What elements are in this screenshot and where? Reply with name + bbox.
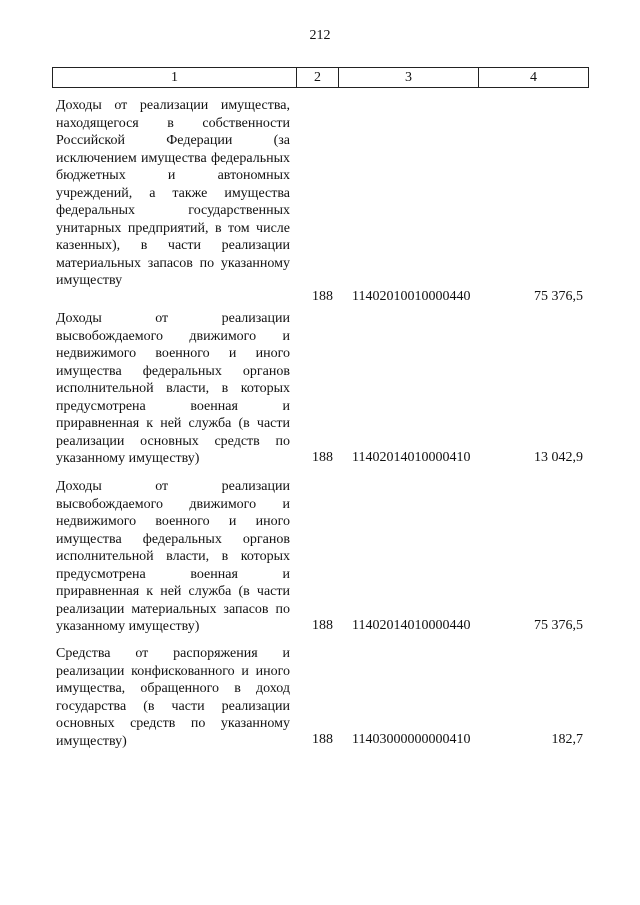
row-description: Доходы от реализации высвобождаемого движимого и недвижимого военного и иного имущества федеральных органов исполнительной власти, в которых предусмотрена военная и приравненная к ней служба (в части реализации материальных запасов по указанному имуществу) bbox=[56, 479, 290, 634]
table-header bbox=[52, 67, 589, 88]
page-number: 212 bbox=[309, 28, 331, 43]
row-description: Средства от распоряжения и реализации конфискованного и иного имущества, обращенного в доход государства (в части реализации основных средств по указанному имуществу) bbox=[56, 646, 290, 749]
row-kbk-code: 11403000000000410 bbox=[352, 732, 471, 747]
row-admin-code: 188 bbox=[312, 450, 333, 465]
header-col-2: 2 bbox=[297, 68, 339, 87]
header-col-4: 4 bbox=[530, 69, 537, 85]
row-admin-code: 188 bbox=[312, 289, 333, 304]
row-amount: 75 376,5 bbox=[534, 289, 583, 304]
row-description: Доходы от реализации высвобождаемого движимого и недвижимого военного и иного имущества федеральных органов исполнительной власти, в которых предусмотрена военная и приравненная к ней служба (в части реализации основных средств по указанному имуществу) bbox=[56, 311, 290, 466]
row-amount: 75 376,5 bbox=[534, 618, 583, 633]
row-amount: 182,7 bbox=[551, 732, 583, 747]
row-kbk-code: 11402010010000440 bbox=[352, 289, 471, 304]
row-amount: 13 042,9 bbox=[534, 450, 583, 465]
header-col-1: 1 bbox=[53, 68, 297, 87]
row-description: Доходы от реализации имущества, находящегося в собственности Российской Федерации (за исключением имущества федеральных бюджетных и автономных учреждений, а также имущества федеральных государственных унитарных предприятий, в том числе казенных), в части реализации материальных запасов по указанному имуществу bbox=[56, 98, 290, 288]
header-col-3: 3 bbox=[339, 68, 479, 87]
row-kbk-code: 11402014010000440 bbox=[352, 618, 471, 633]
row-admin-code: 188 bbox=[312, 732, 333, 747]
row-kbk-code: 11402014010000410 bbox=[352, 450, 471, 465]
row-admin-code: 188 bbox=[312, 618, 333, 633]
